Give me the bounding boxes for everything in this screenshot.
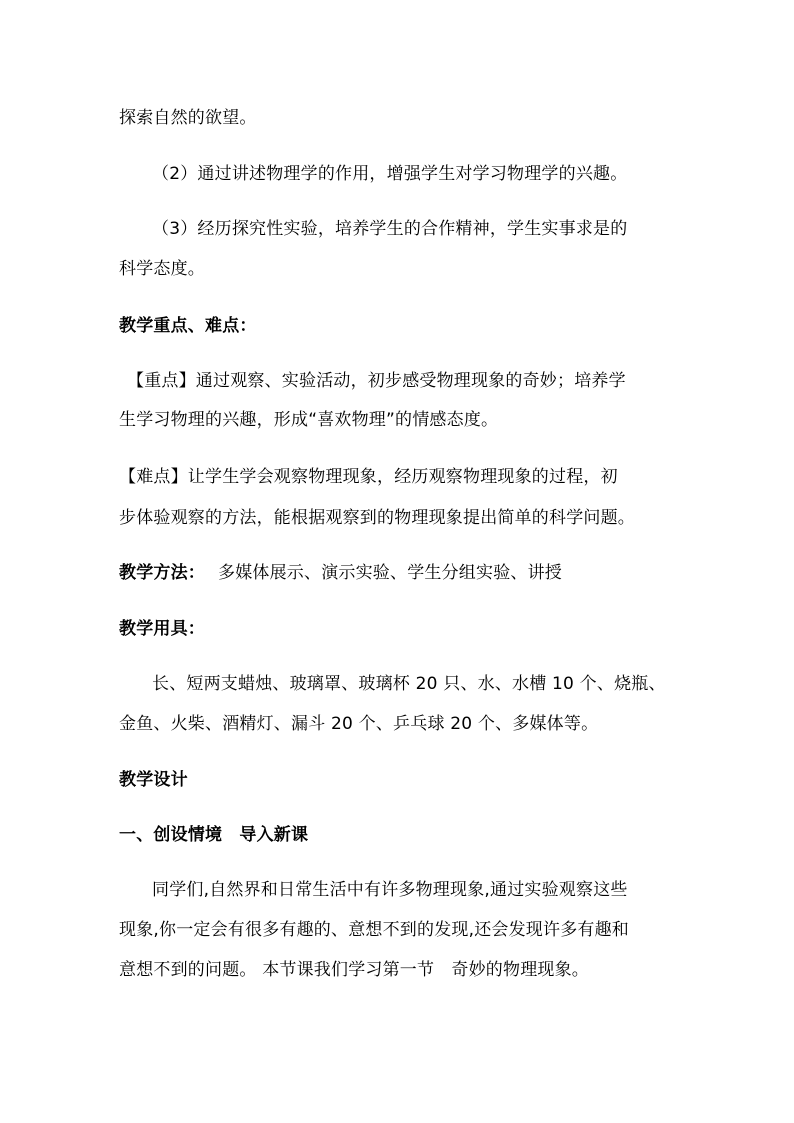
text-line: 科学态度。 bbox=[119, 259, 205, 279]
section-heading-design: 教学设计 bbox=[119, 770, 188, 790]
section-heading-key-points: 教学重点、难点： bbox=[119, 316, 257, 336]
tools-text: 金鱼、火柴、酒精灯、漏斗 20 个、乒乓球 20 个、多媒体等。 bbox=[119, 714, 599, 734]
paragraph-text: 同学们,自然界和日常生活中有许多物理现象,通过实验观察这些 bbox=[152, 880, 628, 900]
section-heading-methods: 教学方法： bbox=[119, 563, 205, 583]
objective-3: （3）经历探究性实验，培养学生的合作精神，学生实事求是的 bbox=[152, 219, 628, 239]
section-heading-tools: 教学用具： bbox=[119, 619, 205, 639]
paragraph-text: 意想不到的问题。 本节课我们学习第一节 奇妙的物理现象。 bbox=[119, 960, 590, 980]
subsection-heading: 一、创设情境 导入新课 bbox=[119, 825, 309, 845]
text-line: 探索自然的欲望。 bbox=[119, 108, 257, 128]
difficulty-text: 步体验观察的方法，能根据观察到的物理现象提出简单的科学问题。 bbox=[119, 508, 635, 528]
key-point-text: 【重点】通过观察、实验活动，初步感受物理现象的奇妙；培养学 bbox=[127, 371, 626, 391]
key-point-text: 生学习物理的兴趣，形成“喜欢物理”的情感态度。 bbox=[119, 410, 499, 430]
tools-text: 长、短两支蜡烛、玻璃罩、玻璃杯 20 只、水、水槽 10 个、烧瓶、 bbox=[152, 674, 666, 694]
paragraph-text: 现象,你一定会有很多有趣的、意想不到的发现,还会发现许多有趣和 bbox=[119, 920, 630, 940]
methods-text: 多媒体展示、演示实验、学生分组实验、讲授 bbox=[218, 563, 562, 583]
difficulty-text: 【难点】让学生学会观察物理现象，经历观察物理现象的过程，初 bbox=[119, 467, 618, 487]
objective-2: （2）通过讲述物理学的作用，增强学生对学习物理学的兴趣。 bbox=[152, 164, 628, 184]
